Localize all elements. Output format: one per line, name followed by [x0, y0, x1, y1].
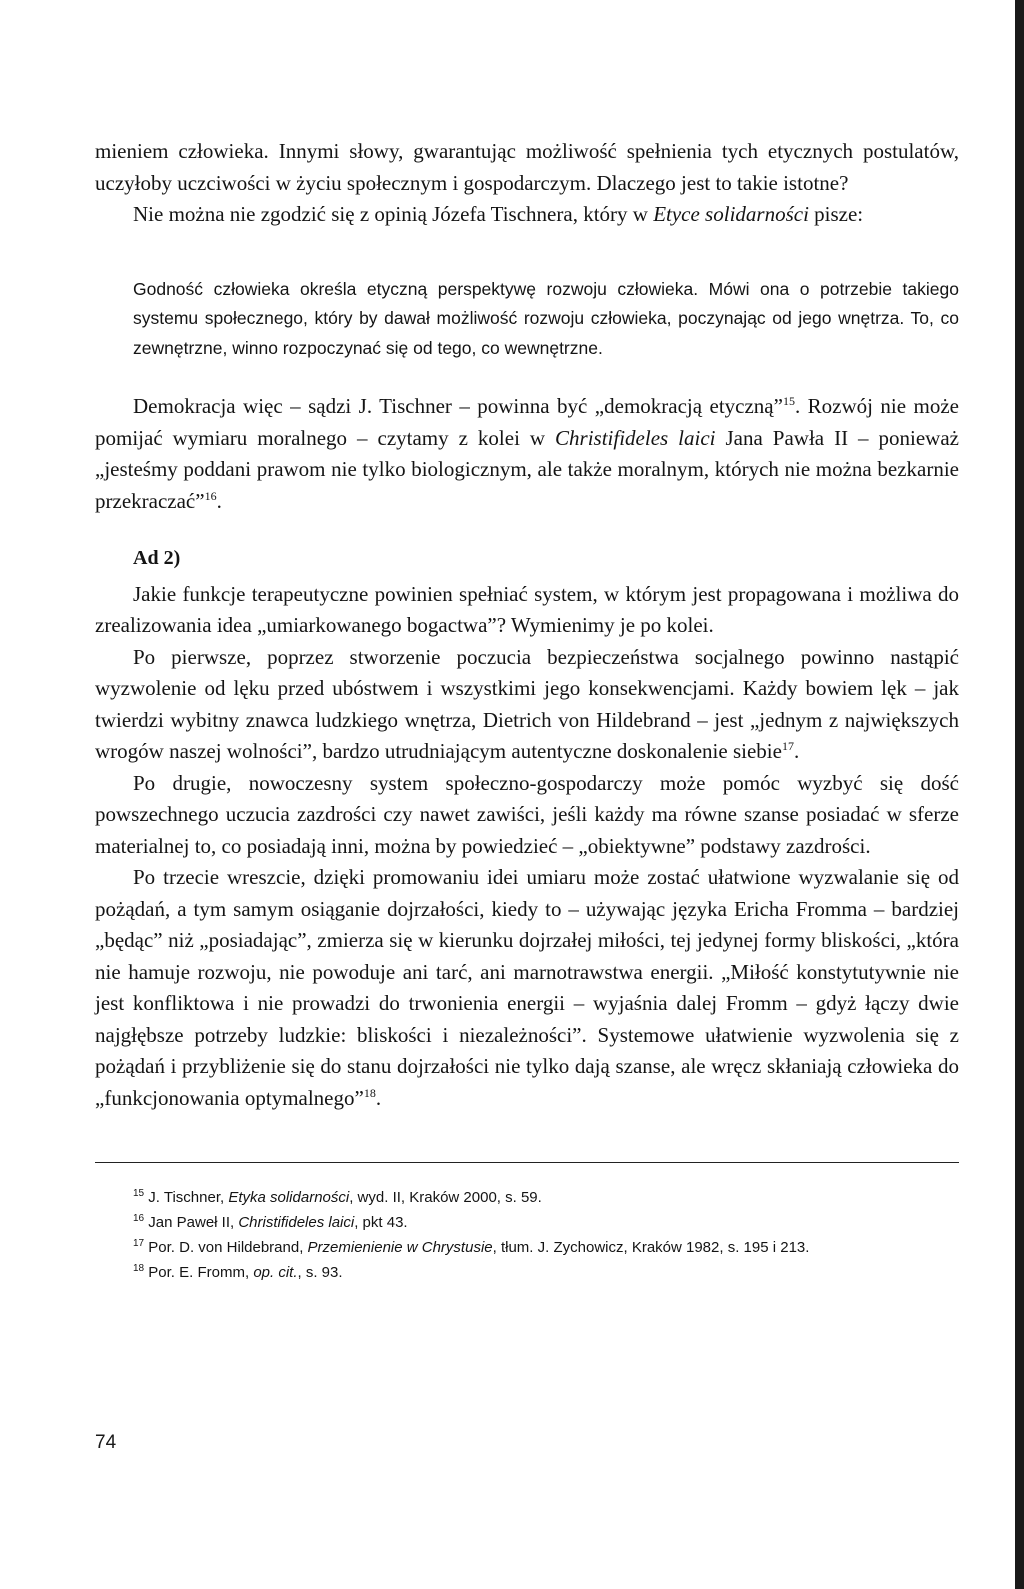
book-title: Christifideles laici: [555, 425, 716, 450]
footnote-ref-16[interactable]: 16: [204, 488, 217, 503]
footnote-divider: [95, 1162, 959, 1163]
footnotes: [133, 1185, 959, 1285]
footnote-17: $^{17}$ Por. D. von Hildebrand, Przemienienie w Chrystusie, tłum. J. Zychowicz, Kraków 1982, s. 195 i 213.: [133, 1238, 810, 1256]
footnote-18: $^{18}$ Por. E. Fromm, op. cit., s. 93.: [133, 1263, 343, 1281]
paragraph-1: mieniem człowieka. Innymi słowy, gwarantując możliwość spełnienia tych etycznych postulatów, uczyłoby uczciwości w życiu społecznym i gospodarczym. Dlaczego jest to takie istotne?: [95, 139, 959, 195]
book-title: Etyce solidarności: [653, 202, 809, 226]
paragraph-7: Po trzecie wreszcie, dzięki promowaniu idei umiaru może zostać ułatwione wyzwalanie się od pożądań, a tym samym osiąganie dojrzałości, kiedy to – używając języka Ericha Fromma – bardziej „będąc” niż „posiadając”, zmierza się w kierunku dojrzałej miłości, tej jedynej formy bliskości, „która nie hamuje rozwoju, nie powoduje ani tarć, ani marnotrawstwa energii. „Miłość konstytutywnie nie jest konfliktowa i nie prowadzi do trwonienia energii – wyjaśnia dalej Fromm – gdyż łączy dwie najgłębsze potrzeby ludzkie: bliskości i niezależności”. Systemowe ułatwienie wyzwolenia się z pożądań i przybliżenie się do stanu dojrzałości nie tylko dają szanse, ale wręcz skłaniają człowieka do „funkcjonowania optymalnego”$^{18}$.: [95, 865, 959, 1110]
footnote-16: $^{16}$ Jan Paweł II, Christifideles laici, pkt 43.: [133, 1213, 408, 1231]
block-quote-text: Godność człowieka określa etyczną perspektywę rozwoju człowieka. Mówi ona o potrzebie takiego systemu społecznego, który by dawał możliwość rozwoju człowieka, poczynając od jego wnętrza. To, co zewnętrzne, winno rozpoczynać się od tego, co wewnętrzne.: [133, 278, 959, 358]
section-heading: Ad 2): [133, 547, 181, 569]
paragraph-3: Demokracja więc – sądzi J. Tischner – powinna być „demokracją etyczną”$^{15}$. Rozwój nie może pomijać wymiaru moralnego – czytamy z kolei w Christifideles laici Jana Pawła II – ponieważ „jesteśmy poddani prawom nie tylko biologicznym, ale także moralnym, których nie można bezkarnie przekraczać”$^{16}$.: [95, 394, 959, 513]
footnote-ref-17[interactable]: 17: [781, 739, 794, 753]
footnote-ref-18[interactable]: 18: [363, 1085, 376, 1100]
page-body: [95, 136, 959, 1285]
paragraph-4: Jakie funkcje terapeutyczne powinien spełniać system, w którym jest propagowana i możliwa do zrealizowania idea „umiarkowanego bogactwa”? Wymienimy je po kolei.: [95, 581, 959, 637]
paragraph-6: Po drugie, nowoczesny system społeczno-gospodarczy może pomóc wyzbyć się dość powszechnego uczucia zazdrości czy nawet zawiści, jeśli każdy ma równe szanse posiadać w sferze materialnej to, co posiadają inni, można by powiedzieć – „obiektywne” podstawy zazdrości.: [95, 770, 959, 858]
footnote-15: $^{15}$ J. Tischner, Etyka solidarności, wyd. II, Kraków 2000, s. 59.: [133, 1188, 542, 1206]
scan-edge: [1015, 0, 1024, 1589]
paragraph-5: Po pierwsze, poprzez stworzenie poczucia bezpieczeństwa socjalnego powinno nastąpić wyzwolenie od lęku przed ubóstwem i wszystkimi jego konsekwencjami. Każdy bowiem lęk – jak twierdzi wybitny znawca ludzkiego wnętrza, Dietrich von Hildebrand – jest „jednym z największych wrogów naszej wolności”, bardzo utrudniającym autentyczne doskonalenie siebie$^{17}$.: [95, 644, 959, 763]
page-number: 74: [95, 1432, 117, 1453]
footnote-ref-15[interactable]: 15: [782, 394, 795, 408]
block-quote: [133, 275, 959, 364]
paragraph-2: Nie można nie zgodzić się z opinią Józefa Tischnera, który w Etyce solidarności pisze:: [133, 202, 864, 226]
